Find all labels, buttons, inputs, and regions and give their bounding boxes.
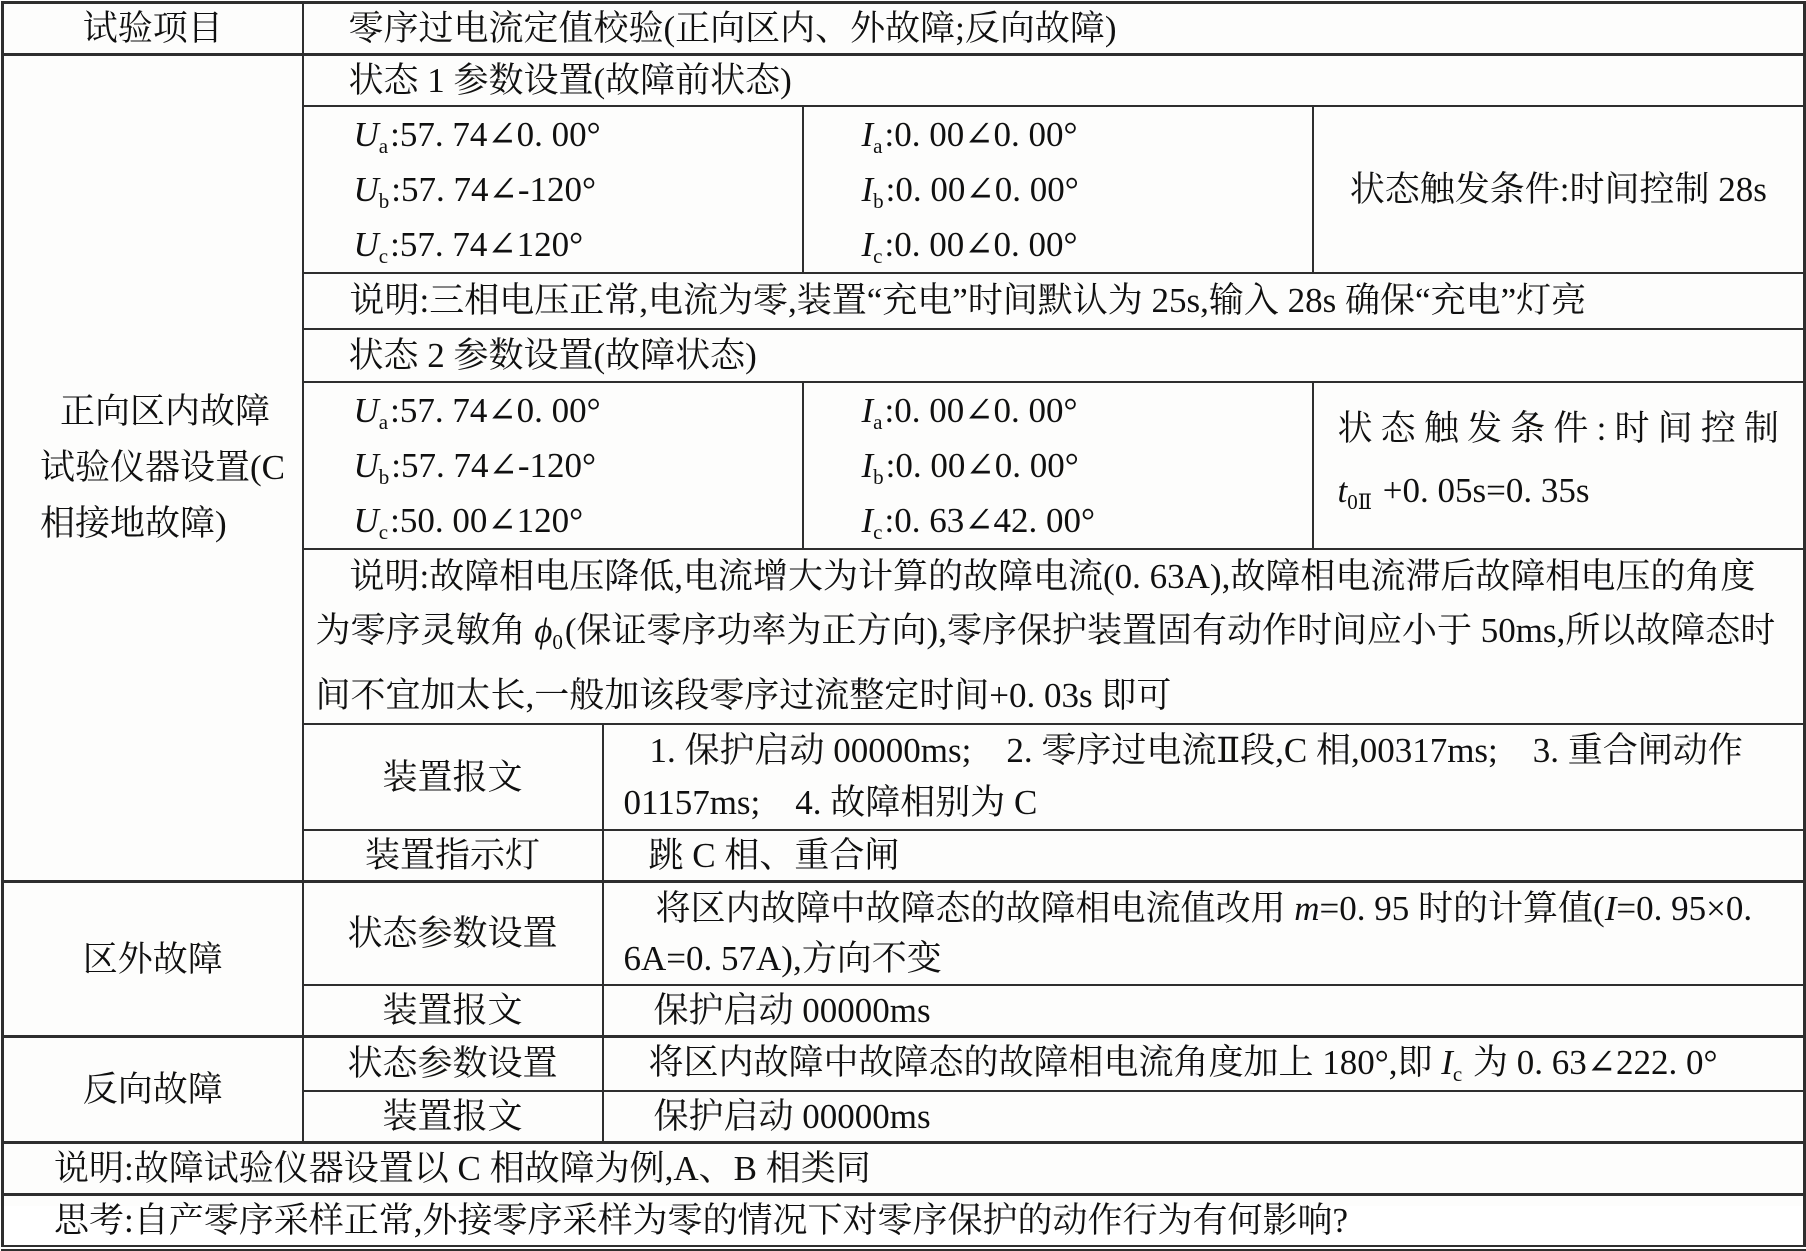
state1-voltage-b	[304, 162, 802, 217]
phase-subscript: c	[378, 520, 389, 545]
device-indicator-label: 装置指示灯	[303, 830, 603, 882]
current-value: :0. 63∠42. 00°	[884, 501, 1096, 540]
section-forward-fault-label	[3, 55, 303, 882]
forward-label-line: 正向区内故障	[60, 392, 271, 432]
voltage-symbol: U	[353, 501, 379, 540]
time-value: +0. 05s=0. 35s	[1374, 470, 1590, 510]
m-symbol: m	[1294, 888, 1320, 928]
phase-subscript: b	[873, 465, 884, 490]
param-text: 为 0. 63∠222. 0°	[1464, 1042, 1718, 1082]
voltage-symbol: U	[353, 115, 379, 154]
state2-trigger-condition	[1313, 382, 1805, 549]
voltage-symbol: U	[353, 391, 379, 430]
device-report-value: 1. 保护启动 00000ms; 2. 零序过电流Ⅱ段,C 相,00317ms; 3. 重合闸动作 01157ms; 4. 故障相别为 C	[603, 724, 1805, 830]
state1-trigger-condition: 状态触发条件:时间控制 28s	[1313, 106, 1805, 273]
state2-voltage-a	[304, 383, 802, 438]
forward-fault-note	[303, 549, 1805, 724]
phase-subscript: c	[1452, 1062, 1463, 1087]
forward-label-line: 相接地故障)	[40, 504, 227, 544]
state1-current-c	[804, 217, 1312, 272]
note-text: 说明:故障相电压降低,电流增大为计算的故障电流(0. 63A),故障相电流滞后故障相电压的角度为零序灵敏角	[315, 557, 1756, 650]
note-text: (保证零序功率为正方向),零序保护装置固有动作时间应小于 50ms,所以故障态时间不宜加太长,一般加该段零序过流整定时间+0. 03s 即可	[315, 611, 1776, 716]
current-value: :0. 00∠0. 00°	[884, 115, 1078, 154]
voltage-value: :57. 74∠-120°	[391, 446, 596, 485]
current-value: :0. 00∠0. 00°	[884, 391, 1078, 430]
state2-voltage-b	[304, 438, 802, 493]
current-symbol: I	[1441, 1042, 1453, 1082]
state2-current-a	[804, 383, 1312, 438]
phase-subscript: b	[378, 465, 390, 490]
row-footer-question	[3, 1194, 1805, 1248]
protection-test-table	[1, 1, 1806, 1251]
forward-label-line: 试验仪器设置(C	[40, 448, 286, 488]
voltage-value: :50. 00∠120°	[390, 501, 584, 540]
param-text: 将区内故障中故障态的故障相电流角度加上 180°,即	[648, 1042, 1442, 1082]
current-symbol: I	[861, 391, 874, 430]
footer-note: 说明:故障试验仪器设置以 C 相故障为例,A、B 相类同	[3, 1142, 1805, 1194]
current-symbol: I	[861, 225, 874, 264]
row-test-item	[3, 3, 1805, 55]
voltage-symbol: U	[353, 446, 379, 485]
param-text: =0. 95×0. 6A=0. 57A),方向不变	[623, 888, 1753, 978]
row-outzone-params	[3, 882, 1805, 985]
outzone-param-label: 状态参数设置	[303, 882, 603, 985]
voltage-value: :57. 74∠0. 00°	[390, 391, 601, 430]
current-symbol: I	[861, 115, 874, 154]
section-outzone-label: 区外故障	[3, 882, 303, 1037]
phase-subscript: a	[378, 134, 389, 159]
voltage-value: :57. 74∠120°	[390, 225, 584, 264]
state1-voltage-c	[304, 217, 802, 272]
scanned-test-record-page	[0, 1, 1802, 1240]
state2-trigger-formula	[1314, 460, 1804, 533]
device-report-value: 保护启动 00000ms	[603, 985, 1805, 1037]
current-symbol: I	[861, 170, 874, 209]
phase-subscript: a	[378, 410, 389, 435]
phase-subscript: a	[873, 134, 883, 159]
voltage-symbol: U	[353, 170, 379, 209]
time-subscript: 0Ⅱ	[1347, 490, 1373, 515]
device-report-label: 装置报文	[303, 1091, 603, 1143]
test-item-value: 零序过电流定值校验(正向区内、外故障;反向故障)	[303, 3, 1805, 55]
state2-header: 状态 2 参数设置(故障状态)	[303, 329, 1805, 382]
footer-question: 思考:自产零序采样正常,外接零序采样为零的情况下对零序保护的动作行为有何影响?	[3, 1194, 1805, 1248]
phase-subscript: b	[378, 189, 390, 214]
row-footer-note	[3, 1142, 1805, 1194]
device-report-label: 装置报文	[303, 985, 603, 1037]
state1-current-b	[804, 162, 1312, 217]
voltage-value: :57. 74∠-120°	[391, 170, 596, 209]
state2-voltage-c	[304, 493, 802, 548]
state2-current-b	[804, 438, 1312, 493]
voltage-value: :57. 74∠0. 00°	[390, 115, 601, 154]
current-value: :0. 00∠0. 00°	[885, 170, 1079, 209]
current-symbol: I	[861, 446, 874, 485]
param-text: =0. 95 时的计算值(	[1319, 888, 1605, 928]
voltage-symbol: U	[353, 225, 379, 264]
state1-note: 说明:三相电压正常,电流为零,装置“充电”时间默认为 25s,输入 28s 确保“充电”灯亮	[303, 273, 1805, 329]
row-reverse-params	[3, 1036, 1805, 1090]
state1-header: 状态 1 参数设置(故障前状态)	[303, 55, 1805, 107]
phase-subscript: a	[873, 410, 883, 435]
state1-current-a	[804, 107, 1312, 162]
device-report-label: 装置报文	[303, 724, 603, 830]
reverse-param-label: 状态参数设置	[303, 1036, 603, 1090]
outzone-param-value	[603, 882, 1805, 985]
param-text: 将区内故障中故障态的故障相电流值改用	[655, 888, 1295, 928]
state2-current-cell	[803, 382, 1313, 549]
test-item-label: 试验项目	[3, 3, 303, 55]
current-value: :0. 00∠0. 00°	[885, 446, 1079, 485]
phase-subscript: c	[378, 244, 389, 269]
phase-subscript: c	[873, 244, 883, 269]
phi-subscript: 0	[552, 630, 563, 655]
state1-current-cell	[803, 106, 1313, 273]
current-value: :0. 00∠0. 00°	[884, 225, 1078, 264]
state1-voltage-cell	[303, 106, 803, 273]
state2-trigger-text: 状态触发条件:时间控制	[1337, 408, 1780, 448]
current-symbol: I	[1604, 888, 1617, 928]
state2-voltage-cell	[303, 382, 803, 549]
state1-voltage-a	[304, 107, 802, 162]
row-state1-header	[3, 55, 1805, 107]
phase-subscript: b	[873, 189, 884, 214]
state2-current-c	[804, 493, 1312, 548]
section-reverse-label: 反向故障	[3, 1036, 303, 1142]
phase-subscript: c	[873, 520, 883, 545]
device-report-value: 保护启动 00000ms	[603, 1091, 1805, 1143]
current-symbol: I	[861, 501, 874, 540]
reverse-param-value	[603, 1036, 1805, 1090]
phi-symbol: ϕ	[534, 611, 553, 650]
device-indicator-value: 跳 C 相、重合闸	[603, 830, 1805, 882]
time-symbol: t	[1337, 470, 1348, 510]
